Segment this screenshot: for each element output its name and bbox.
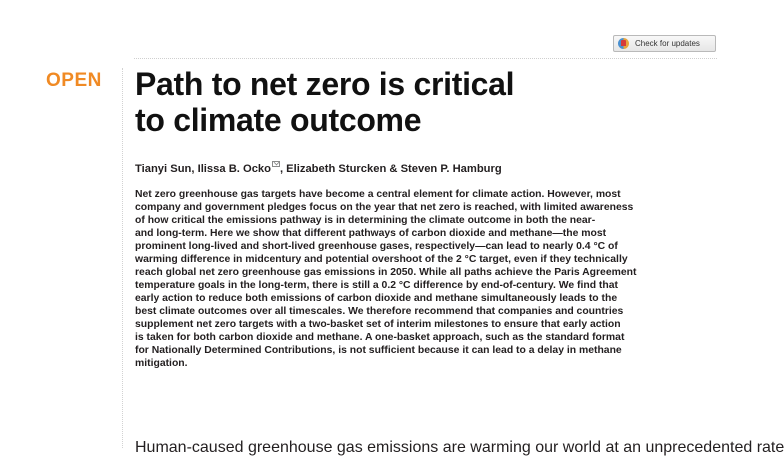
author-names-rest[interactable]: , Elizabeth Sturcken & Steven P. Hamburg bbox=[279, 163, 502, 175]
author-name[interactable]: Ilissa B. Ocko bbox=[197, 163, 271, 175]
abstract-line: warming difference in midcentury and potential overshoot of the 2 °C target, even if they technically bbox=[135, 254, 628, 265]
abstract-line: and long-term. Here we show that different pathways of carbon dioxide and methane—the most bbox=[135, 228, 607, 239]
margin-divider bbox=[122, 68, 123, 448]
abstract-line: of how critical the emissions pathway is in determining the climate outcome in both the near- bbox=[135, 215, 596, 226]
abstract-line: for Nationally Determined Contributions, is not sufficient because it can lead to a delay in methane bbox=[135, 345, 622, 356]
abstract-line: early action to reduce both emissions of carbon dioxide and methane simultaneously leads to the bbox=[135, 293, 618, 304]
abstract-line: supplement net zero targets with a two-basket set of interim milestones to ensure that early action bbox=[135, 319, 621, 330]
abstract-line: Net zero greenhouse gas targets have become a central element for climate action. However, most bbox=[135, 189, 621, 200]
article-title bbox=[135, 66, 695, 138]
abstract-line: company and government pledges focus on the year that net zero is reached, with limited awareness bbox=[135, 202, 634, 213]
abstract-line: temperature goals in the long-term, there is still a 0.2 °C difference by end-of-century. We find that bbox=[135, 280, 618, 291]
mail-icon[interactable] bbox=[272, 161, 280, 167]
title-line-2: to climate outcome bbox=[135, 102, 422, 138]
check-for-updates-label: Check for updates bbox=[635, 39, 700, 48]
author-name[interactable]: Tianyi Sun, bbox=[135, 163, 198, 175]
author-list bbox=[135, 161, 502, 175]
abstract-line: mitigation. bbox=[135, 358, 188, 369]
check-for-updates-button[interactable] bbox=[613, 35, 716, 52]
abstract-line: is taken for both carbon dioxide and methane. A one-basket approach, such as the standard format bbox=[135, 332, 625, 343]
body-paragraph-clipped: Human-caused greenhouse gas emissions are warming our world at an unprecedented rate bbox=[135, 439, 784, 456]
open-access-badge: OPEN bbox=[46, 70, 102, 91]
abstract-line: reach global net zero greenhouse gas emissions in 2050. While all paths achieve the Paris Agreement bbox=[135, 267, 637, 278]
header-divider bbox=[134, 58, 717, 59]
title-line-1: Path to net zero is critical bbox=[135, 66, 515, 102]
abstract-line: prominent long-lived and short-lived greenhouse gases, respectively—can lead to nearly 0.4 °C of bbox=[135, 241, 618, 252]
abstract bbox=[135, 188, 735, 370]
abstract-line: best climate outcomes over all timescales. We therefore recommend that companies and countries bbox=[135, 306, 624, 317]
crossmark-icon bbox=[618, 38, 629, 49]
